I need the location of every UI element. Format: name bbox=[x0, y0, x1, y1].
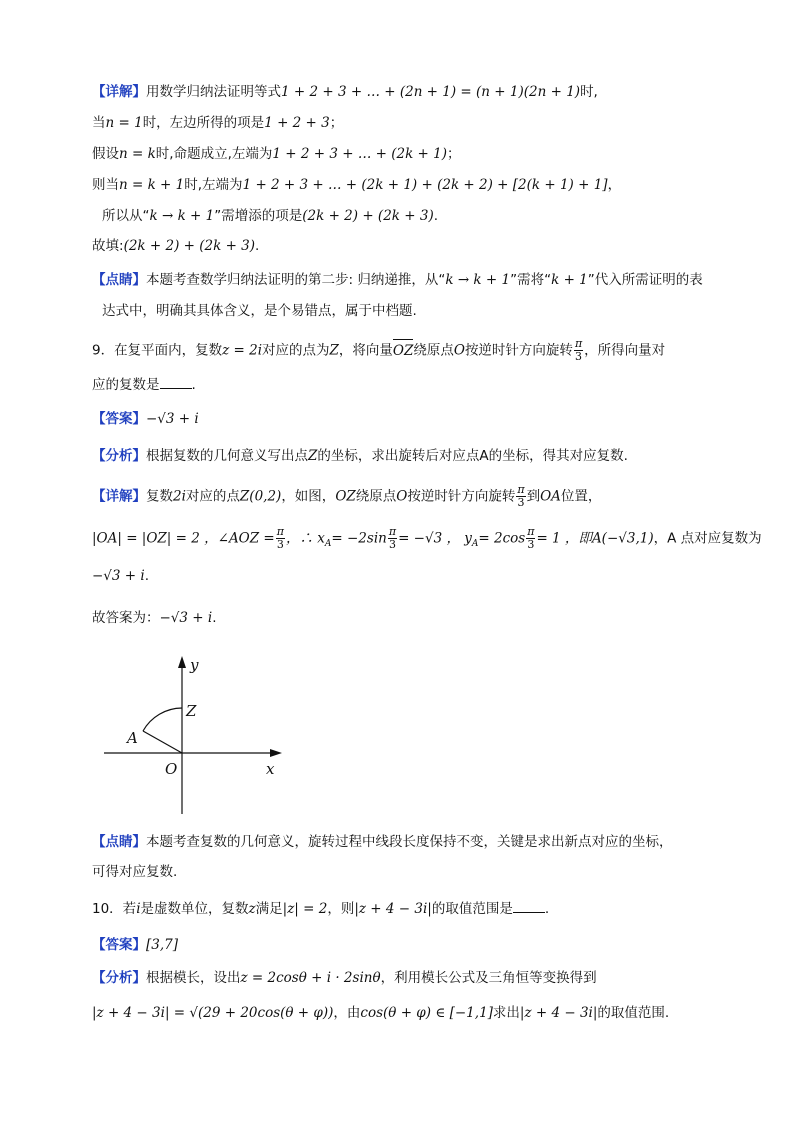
formula: |z + 4 − 3i| = √(29 + 20cos(θ + φ)) bbox=[92, 1005, 334, 1021]
text: ，所得向量对 bbox=[584, 342, 666, 359]
detail-9-line-2 bbox=[92, 526, 762, 554]
denominator: 3 bbox=[517, 496, 525, 509]
question-number: 10．若 bbox=[92, 901, 137, 917]
numerator: π bbox=[574, 337, 583, 350]
text: 所以从“ bbox=[102, 208, 150, 224]
y-axis-arrow bbox=[178, 656, 186, 668]
text: 按逆时针方向旋转 bbox=[407, 488, 516, 505]
text: ”需增添的项是 bbox=[214, 208, 303, 224]
formula: k + 1 bbox=[551, 272, 588, 288]
question-number: 9．在复平面内，复数 bbox=[92, 342, 223, 359]
formula: −√3 + i bbox=[159, 610, 213, 626]
text: . bbox=[544, 901, 550, 917]
y-axis-label: y bbox=[190, 656, 199, 674]
text: 的取值范围是 bbox=[431, 901, 513, 917]
formula: 1 + 2 + 3 + … + (2k + 1) bbox=[272, 146, 448, 162]
detail-line-2 bbox=[92, 113, 343, 133]
formula: z = 2cosθ + i · 2sinθ bbox=[240, 970, 381, 986]
complex-plane-figure bbox=[100, 652, 300, 817]
text: 则当 bbox=[92, 177, 119, 193]
detail-line-4 bbox=[92, 175, 621, 195]
answer-blank bbox=[160, 376, 192, 389]
segment-oa bbox=[143, 731, 182, 753]
comment-line-1 bbox=[92, 270, 703, 290]
formula: n = k bbox=[119, 146, 156, 162]
detail-line-3 bbox=[92, 144, 461, 164]
formula: 1 + 2 + 3 + … + (2k + 1) + (2k + 2) + [2(k + 1) + 1] bbox=[242, 177, 608, 193]
formula: |OA| = |OZ| = 2 ，∠AOZ = bbox=[92, 530, 275, 547]
formula: = 2cos bbox=[478, 530, 526, 547]
denominator: 3 bbox=[388, 538, 396, 551]
numerator: π bbox=[527, 525, 535, 538]
formula: i bbox=[136, 901, 141, 917]
fraction bbox=[276, 526, 285, 551]
text: . bbox=[212, 610, 217, 626]
formula: n = 1 bbox=[105, 115, 143, 131]
question-9-line-1 bbox=[92, 338, 665, 363]
text: 故答案为： bbox=[92, 610, 160, 626]
text: 时, bbox=[580, 84, 598, 100]
text: 用数学归纳法证明等式 bbox=[146, 84, 281, 100]
section-tag: 【点睛】 bbox=[92, 834, 146, 850]
point-a-label: A bbox=[127, 729, 138, 747]
answer-10 bbox=[92, 935, 178, 955]
formula: (2k + 2) + (2k + 3) bbox=[123, 238, 256, 254]
text: ，将向量 bbox=[338, 342, 393, 359]
text: 复数 bbox=[146, 488, 173, 505]
section-tag: 【答案】 bbox=[92, 937, 146, 953]
text: 本题考查数学归纳法证明的第二步: 归纳递推，从“ bbox=[146, 272, 446, 288]
text: 对应的点为 bbox=[262, 342, 330, 359]
formula: |z + 4 − 3i| bbox=[354, 901, 432, 917]
text: ，如图， bbox=[281, 488, 336, 505]
text: 绕原点 bbox=[355, 488, 397, 505]
comment-9-line-1 bbox=[92, 832, 673, 852]
question-10 bbox=[92, 899, 549, 919]
text: . bbox=[255, 238, 260, 254]
formula: k → k + 1 bbox=[149, 208, 215, 224]
fraction bbox=[516, 484, 525, 509]
text: 时,左端为 bbox=[184, 177, 243, 193]
detail-9-line-3 bbox=[92, 566, 149, 586]
text: 达式中，明确其具体含义，是个易错点，属于中档题. bbox=[102, 303, 417, 319]
formula: n = k + 1 bbox=[119, 177, 185, 193]
section-tag: 【点睛】 bbox=[92, 272, 146, 288]
text: ； bbox=[329, 115, 344, 131]
text: . bbox=[144, 568, 150, 584]
subscript: A bbox=[471, 539, 479, 550]
fraction bbox=[526, 526, 535, 551]
x-axis-label: x bbox=[266, 760, 275, 778]
formula: = −√3 ， y bbox=[398, 530, 472, 547]
formula: ，∴ x bbox=[285, 530, 325, 547]
formula: |z| = 2 bbox=[282, 901, 328, 917]
formula: Z bbox=[308, 448, 318, 464]
question-9-line-2 bbox=[92, 375, 196, 395]
text: 对应的点 bbox=[185, 488, 240, 505]
text: 根据模长，设出 bbox=[146, 970, 241, 986]
answer-9 bbox=[92, 409, 199, 429]
section-tag: 【答案】 bbox=[92, 411, 146, 427]
comment-9-line-2 bbox=[92, 862, 177, 882]
text: 应的复数是 bbox=[92, 377, 160, 393]
text: ， bbox=[607, 177, 622, 193]
formula: cos(θ + φ) ∈ [−1,1] bbox=[360, 1005, 493, 1021]
comment-line-2 bbox=[102, 301, 417, 321]
denominator: 3 bbox=[575, 350, 583, 363]
fraction bbox=[574, 338, 583, 363]
text: 时,命题成立,左端为 bbox=[155, 146, 273, 162]
formula: = −2sin bbox=[331, 530, 387, 547]
text: ，则 bbox=[327, 901, 355, 917]
text: 是虚数单位，复数 bbox=[140, 901, 249, 917]
text: 位置， bbox=[560, 488, 602, 505]
text: 根据复数的几何意义写出点 bbox=[146, 448, 308, 464]
text: 可得对应复数. bbox=[92, 864, 178, 880]
text: 时，左边所得的项是 bbox=[142, 115, 265, 131]
fraction bbox=[388, 526, 397, 551]
answer-value: −√3 + i bbox=[146, 411, 199, 427]
text: ，利用模长公式及三角恒等变换得到 bbox=[380, 970, 597, 986]
text: 假设 bbox=[92, 146, 119, 162]
formula: k → k + 1 bbox=[445, 272, 511, 288]
text: ，A 点对应复数为 bbox=[653, 530, 762, 547]
denominator: 3 bbox=[527, 538, 535, 551]
formula: O bbox=[396, 488, 408, 505]
section-tag: 【详解】 bbox=[92, 84, 146, 100]
formula: 2i bbox=[173, 488, 186, 505]
answer-blank bbox=[513, 900, 545, 913]
numerator: π bbox=[276, 525, 284, 538]
formula: −√3 + i bbox=[92, 568, 145, 584]
subscript: A bbox=[324, 539, 332, 550]
denominator: 3 bbox=[276, 538, 284, 551]
text: ，由 bbox=[333, 1005, 361, 1021]
text: 绕原点 bbox=[413, 342, 454, 359]
detail-line-1 bbox=[92, 82, 598, 102]
detail-line-6 bbox=[92, 236, 259, 256]
detail-line-5 bbox=[102, 206, 438, 226]
point-z-label: Z bbox=[186, 702, 197, 720]
x-axis-arrow bbox=[270, 749, 282, 757]
text: 满足 bbox=[255, 901, 283, 917]
formula: 1 + 2 + 3 bbox=[264, 115, 330, 131]
detail-9-line-4 bbox=[92, 608, 217, 628]
formula: Z(0,2) bbox=[239, 488, 282, 505]
text: 的取值范围. bbox=[597, 1005, 670, 1021]
vector: OZ bbox=[392, 342, 414, 359]
origin-label: O bbox=[165, 760, 178, 778]
formula: 1 + 2 + 3 + … + (2n + 1) = (n + 1)(2n + 1) bbox=[281, 84, 581, 100]
text: ； bbox=[447, 146, 461, 162]
answer-value: [3,7] bbox=[146, 937, 179, 953]
analysis-10-line-2 bbox=[92, 1003, 669, 1023]
detail-9-line-1 bbox=[92, 484, 601, 509]
section-tag: 【分析】 bbox=[92, 448, 146, 464]
text: ”需将“ bbox=[510, 272, 552, 288]
formula: O bbox=[453, 342, 465, 359]
numerator: π bbox=[388, 525, 397, 538]
text: 的坐标，求出旋转后对应点A的坐标，得其对应复数. bbox=[317, 448, 628, 464]
formula: |z + 4 − 3i| bbox=[519, 1005, 598, 1021]
formula: (2k + 2) + (2k + 3) bbox=[302, 208, 434, 224]
formula: = 1 ，即 bbox=[536, 530, 592, 547]
formula: Z bbox=[329, 342, 339, 359]
analysis-9 bbox=[92, 446, 628, 466]
formula: z bbox=[248, 901, 256, 917]
text: ”代入所需证明的表 bbox=[587, 272, 703, 288]
text: 故填: bbox=[92, 238, 124, 254]
formula: A(−√3,1) bbox=[591, 530, 654, 547]
text: . bbox=[433, 208, 439, 224]
text: . bbox=[191, 377, 196, 393]
rotation-arc bbox=[143, 708, 182, 731]
section-tag: 【详解】 bbox=[92, 488, 146, 505]
text: 当 bbox=[92, 115, 106, 131]
formula: OA bbox=[540, 488, 561, 505]
formula: OZ bbox=[335, 488, 356, 505]
text: 本题考查复数的几何意义，旋转过程中线段长度保持不变，关键是求出新点对应的坐标， bbox=[146, 834, 673, 850]
text: 按逆时针方向旋转 bbox=[464, 342, 573, 359]
numerator: π bbox=[517, 483, 525, 496]
text: 到 bbox=[526, 488, 541, 505]
text: 求出 bbox=[492, 1005, 520, 1021]
section-tag: 【分析】 bbox=[92, 970, 146, 986]
analysis-10-line-1 bbox=[92, 968, 597, 988]
formula: z = 2i bbox=[222, 342, 263, 359]
